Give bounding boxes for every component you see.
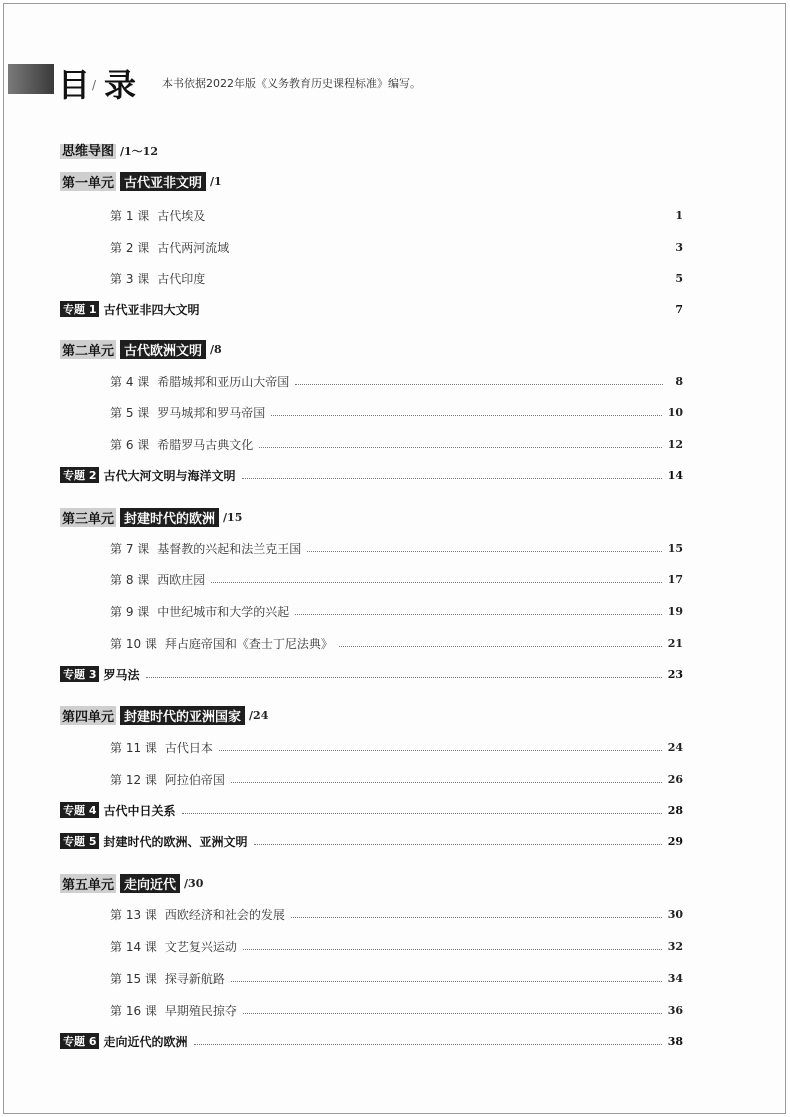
page-number: 17 <box>667 572 683 586</box>
lesson-number: 第 8 课 <box>110 572 150 587</box>
unit-heading[interactable] <box>60 508 242 527</box>
page-number: 10 <box>667 405 683 419</box>
page-number: 15 <box>667 541 683 555</box>
lesson-title: 西欧经济和社会的发展 <box>164 907 285 922</box>
toc-lesson-row[interactable] <box>110 207 683 223</box>
toc-lesson-row[interactable] <box>110 540 683 556</box>
page-number: 29 <box>667 834 683 848</box>
lesson-title: 早期殖民掠夺 <box>164 1003 237 1018</box>
page-number: 7 <box>675 302 683 316</box>
edition-note: 本书依据2022年版《义务教育历史课程标准》编写。 <box>162 77 421 90</box>
unit-tag: 第五单元 <box>60 874 116 893</box>
topic-badge: 专题 3 <box>60 666 99 682</box>
page-number: 36 <box>667 1003 683 1017</box>
dot-leader <box>231 981 662 982</box>
topic-badge: 专题 4 <box>60 802 99 818</box>
dot-leader <box>271 415 661 416</box>
unit-name: 走向近代 <box>120 874 180 893</box>
toc-topic-row[interactable] <box>60 833 683 849</box>
dot-leader <box>242 478 662 479</box>
toc-lesson-row[interactable] <box>110 970 683 986</box>
page-title-part2: 录 <box>104 66 137 104</box>
lesson-number: 第 4 课 <box>110 374 150 389</box>
page-number: 26 <box>667 772 683 786</box>
dot-leader <box>182 813 662 814</box>
dot-leader <box>146 677 662 678</box>
dot-leader <box>211 582 661 583</box>
toc-lesson-row[interactable] <box>110 635 683 651</box>
lesson-number: 第 1 课 <box>110 208 150 223</box>
page-number: 28 <box>667 803 683 817</box>
dot-leader <box>231 782 662 783</box>
toc-lesson-row[interactable] <box>110 603 683 619</box>
toc-lesson-row[interactable] <box>110 739 683 755</box>
unit-page: /1 <box>210 175 222 188</box>
page-number: 30 <box>667 907 683 921</box>
page-number: 38 <box>667 1034 683 1048</box>
topic-title: 走向近代的欧洲 <box>103 1034 188 1049</box>
dot-leader <box>243 949 662 950</box>
unit-name: 封建时代的亚洲国家 <box>120 706 245 725</box>
topic-title: 罗马法 <box>103 667 140 682</box>
dot-leader <box>194 1044 662 1045</box>
toc-lesson-row[interactable] <box>110 239 683 255</box>
lesson-number: 第 14 课 <box>110 939 157 954</box>
toc-lesson-row[interactable] <box>110 270 683 286</box>
page-number: 21 <box>667 636 683 650</box>
toc-topic-row[interactable] <box>60 802 683 818</box>
title-slash: / <box>92 78 97 92</box>
lesson-title: 希腊罗马古典文化 <box>157 437 254 452</box>
lesson-number: 第 10 课 <box>110 636 157 651</box>
toc-lesson-row[interactable] <box>110 404 683 420</box>
lesson-title: 中世纪城市和大学的兴起 <box>157 604 290 619</box>
lesson-title: 古代日本 <box>164 740 213 755</box>
page-number: 24 <box>667 740 683 754</box>
lesson-title: 希腊城邦和亚历山大帝国 <box>157 374 290 389</box>
mindmap-pages: /1～12 <box>120 145 158 158</box>
toc-lesson-row[interactable] <box>110 436 683 452</box>
lesson-title: 探寻新航路 <box>164 971 225 986</box>
unit-name: 古代亚非文明 <box>120 172 206 191</box>
topic-badge: 专题 5 <box>60 833 99 849</box>
topic-title: 古代中日关系 <box>103 803 176 818</box>
lesson-title: 古代埃及 <box>157 208 206 223</box>
unit-page: /30 <box>184 877 204 890</box>
page-number: 1 <box>675 208 683 222</box>
toc-lesson-row[interactable] <box>110 571 683 587</box>
unit-heading[interactable] <box>60 874 203 893</box>
page-number: 5 <box>675 271 683 285</box>
topic-badge: 专题 6 <box>60 1033 99 1049</box>
toc-lesson-row[interactable] <box>110 373 683 389</box>
toc-topic-row[interactable] <box>60 1033 683 1049</box>
toc-topic-row[interactable] <box>60 666 683 682</box>
toc-lesson-row[interactable] <box>110 938 683 954</box>
lesson-number: 第 3 课 <box>110 271 150 286</box>
mindmap-label: 思维导图 <box>62 144 115 159</box>
dot-leader <box>339 646 662 647</box>
lesson-number: 第 15 课 <box>110 971 157 986</box>
unit-name: 古代欧洲文明 <box>120 340 206 359</box>
dot-leader <box>259 447 661 448</box>
lesson-number: 第 6 课 <box>110 437 150 452</box>
lesson-number: 第 13 课 <box>110 907 157 922</box>
mindmap-entry[interactable] <box>60 140 158 159</box>
dot-leader <box>295 384 663 385</box>
page-title-part1: 目 <box>58 66 93 104</box>
topic-title: 古代大河文明与海洋文明 <box>103 468 236 483</box>
unit-tag: 第一单元 <box>60 172 116 191</box>
lesson-title: 文艺复兴运动 <box>164 939 237 954</box>
dot-leader <box>219 750 662 751</box>
lesson-number: 第 5 课 <box>110 405 150 420</box>
lesson-number: 第 12 课 <box>110 772 157 787</box>
lesson-title: 古代印度 <box>157 271 206 286</box>
topic-title: 封建时代的欧洲、亚洲文明 <box>103 834 248 849</box>
page-number: 8 <box>675 374 683 388</box>
lesson-title: 拜占庭帝国和《查士丁尼法典》 <box>164 636 333 651</box>
dot-leader <box>295 614 661 615</box>
lesson-title: 阿拉伯帝国 <box>164 772 225 787</box>
toc-lesson-row[interactable] <box>110 1002 683 1018</box>
dot-leader <box>254 844 662 845</box>
toc-lesson-row[interactable] <box>110 906 683 922</box>
unit-heading[interactable] <box>60 172 222 191</box>
dot-leader <box>307 551 661 552</box>
unit-page: /15 <box>223 511 243 524</box>
dot-leader <box>243 1013 662 1014</box>
unit-name: 封建时代的欧洲 <box>120 508 219 527</box>
page-number: 14 <box>667 468 683 482</box>
lesson-number: 第 7 课 <box>110 541 150 556</box>
page-number: 23 <box>667 667 683 681</box>
lesson-title: 西欧庄园 <box>157 572 206 587</box>
unit-tag: 第四单元 <box>60 706 116 725</box>
lesson-title: 基督教的兴起和法兰克王国 <box>157 541 302 556</box>
lesson-number: 第 2 课 <box>110 240 150 255</box>
unit-tag: 第二单元 <box>60 340 116 359</box>
unit-tag: 第三单元 <box>60 508 116 527</box>
unit-page: /24 <box>249 709 269 722</box>
lesson-title: 古代两河流域 <box>157 240 230 255</box>
lesson-number: 第 16 课 <box>110 1003 157 1018</box>
toc-topic-row[interactable] <box>60 301 683 317</box>
lesson-number: 第 11 课 <box>110 740 157 755</box>
lesson-number: 第 9 课 <box>110 604 150 619</box>
topic-badge: 专题 2 <box>60 467 99 483</box>
page-number: 34 <box>667 971 683 985</box>
topic-badge: 专题 1 <box>60 301 99 317</box>
page-number: 32 <box>667 939 683 953</box>
topic-title: 古代亚非四大文明 <box>103 302 200 317</box>
page-number: 19 <box>667 604 683 618</box>
unit-page: /8 <box>210 343 222 356</box>
toc-lesson-row[interactable] <box>110 771 683 787</box>
toc-topic-row[interactable] <box>60 467 683 483</box>
page-number: 3 <box>675 240 683 254</box>
header-decoration-bar <box>8 64 54 94</box>
page-number: 12 <box>667 437 683 451</box>
lesson-title: 罗马城邦和罗马帝国 <box>157 405 266 420</box>
dot-leader <box>291 917 662 918</box>
unit-heading[interactable] <box>60 706 268 725</box>
unit-heading[interactable] <box>60 340 222 359</box>
